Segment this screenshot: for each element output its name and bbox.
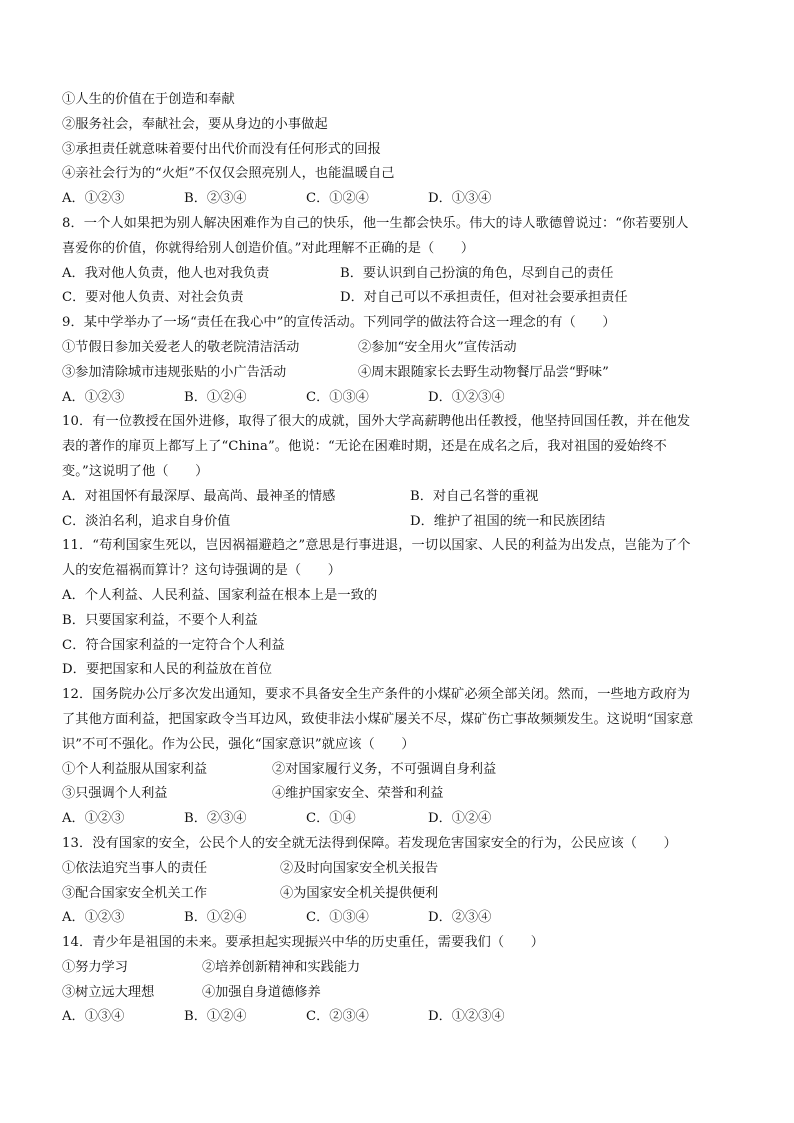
q13-items-row-2 — [62, 882, 742, 907]
q12-items-row-2 — [62, 782, 742, 807]
q10-option-c[interactable]: C．淡泊名利，追求自身价值 — [62, 513, 231, 529]
q13-options — [62, 906, 742, 931]
q8-options-row-2 — [62, 286, 742, 311]
q14-options — [62, 1005, 742, 1030]
q9-item-1: ①节假日参加关爱老人的敬老院清洁活动 — [62, 339, 300, 355]
q10-option-a[interactable]: A．对祖国怀有最深厚、最高尚、最神圣的情感 — [62, 488, 336, 504]
q12-item-3: ③只强调个人利益 — [62, 786, 168, 802]
q9-item-3: ③参加清除城市违规张贴的小广告活动 — [62, 364, 287, 380]
q10-option-d[interactable]: D．维护了祖国的统一和民族团结 — [410, 513, 606, 529]
q14-option-a[interactable]: A．①③④ — [62, 1009, 125, 1025]
q12-option-b[interactable]: B．②③④ — [184, 811, 247, 827]
q7-option-c[interactable]: C．①②④ — [306, 191, 369, 207]
q11-option-a[interactable]: A．个人利益、人民利益、国家利益在根本上是一致的 — [62, 587, 378, 603]
q11-option-c[interactable]: C．符合国家利益的一定符合个人利益 — [62, 637, 285, 653]
q10-options-row-2 — [62, 510, 742, 535]
q9-item-4: ④周末跟随家长去野生动物餐厅品尝“野味” — [358, 364, 609, 380]
q14-stem: 14．青少年是祖国的未来。要承担起实现振兴中华的历史重任，需要我们（ ） — [62, 935, 545, 951]
q9-items-row-1 — [62, 336, 742, 361]
q7-options — [62, 187, 742, 212]
q13-option-b[interactable]: B．①②④ — [184, 910, 247, 926]
q12-items-row-1 — [62, 758, 742, 783]
q8-options-row-1 — [62, 262, 742, 287]
q8-option-d[interactable]: D．对自己可以不承担责任，但对社会要承担责任 — [340, 290, 628, 306]
q12-item-2: ②对国家履行义务，不可强调自身利益 — [272, 761, 497, 777]
q11-stem-2: 人的安危福祸而算计？这句诗强调的是（ ） — [62, 563, 342, 579]
q9-options — [62, 386, 742, 411]
q10-option-b[interactable]: B．对自己名誉的重视 — [410, 488, 539, 504]
q14-items-row-1 — [62, 956, 742, 981]
q9-stem: 9．某中学举办了一场“责任在我心中”的宣传活动。下列同学的做法符合这一理念的有（ ） — [62, 315, 616, 331]
q11-option-d[interactable]: D．要把国家和人民的利益放在首位 — [62, 662, 272, 678]
q11-stem-1: 11．“苟利国家生死以，岂因祸福避趋之”意思是行事进退，一切以国家、人民的利益为出发点，岂能为了个 — [62, 538, 691, 554]
q14-item-4: ④加强自身道德修养 — [202, 984, 321, 1000]
q7-item-3: ③承担责任就意味着要付出代价而没有任何形式的回报 — [62, 141, 381, 157]
q7-item-4: ④亲社会行为的“火炬”不仅仅会照亮别人，也能温暖自己 — [62, 166, 395, 182]
q13-item-1: ①依法追究当事人的责任 — [62, 860, 208, 876]
q12-item-4: ④维护国家安全、荣誉和利益 — [272, 786, 444, 802]
q11-option-b[interactable]: B．只要国家利益，不要个人利益 — [62, 612, 258, 628]
q7-item-1: ①人生的价值在于创造和奉献 — [62, 92, 235, 107]
q10-options-row-1 — [62, 485, 742, 510]
q8-option-a[interactable]: A．我对他人负责，他人也对我负责 — [62, 265, 270, 281]
q10-stem-1: 10．有一位教授在国外进修，取得了很大的成就，国外大学高薪聘他出任教授，他坚持回国任教，并在他发 — [62, 414, 691, 430]
q13-stem: 13．没有国家的安全，公民个人的安全就无法得到保障。若发现危害国家安全的行为，公民应该（ ） — [62, 835, 677, 851]
q14-option-c[interactable]: C．②③④ — [306, 1009, 369, 1025]
q8-option-c[interactable]: C．要对他人负责、对社会负责 — [62, 290, 244, 306]
q13-items-row-1 — [62, 857, 742, 882]
q8-stem-2: 喜爱你的价值，你就得给别人创造价值。”对此理解不正确的是（ ） — [62, 240, 475, 256]
q14-item-1: ①努力学习 — [62, 959, 128, 975]
q12-options — [62, 807, 742, 832]
q12-item-1: ①个人利益服从国家利益 — [62, 761, 208, 777]
q9-option-c[interactable]: C．①③④ — [306, 389, 369, 405]
q13-item-2: ②及时向国家安全机关报告 — [280, 860, 439, 876]
q14-item-2: ②培养创新精神和实践能力 — [202, 959, 361, 975]
q12-stem-1: 12．国务院办公厅多次发出通知，要求不具备安全生产条件的小煤矿必须全部关闭。然而，一些地方政府为 — [62, 687, 691, 703]
q9-item-2: ②参加“安全用火”宣传活动 — [358, 339, 517, 355]
q12-option-a[interactable]: A．①②③ — [62, 811, 125, 827]
q9-option-b[interactable]: B．①②④ — [184, 389, 247, 405]
q7-option-a[interactable]: A．①②③ — [62, 191, 125, 207]
q8-stem-1: 8．一个人如果把为别人解决困难作为自己的快乐，他一生都会快乐。伟大的诗人歌德曾说过：“你若要别人 — [62, 215, 689, 231]
q7-option-b[interactable]: B．②③④ — [184, 191, 247, 207]
q7-option-d[interactable]: D．①③④ — [428, 191, 492, 207]
q7-item-2: ②服务社会，奉献社会，要从身边的小事做起 — [62, 116, 328, 132]
q12-option-d[interactable]: D．①②④ — [428, 811, 492, 827]
q10-stem-2: 表的著作的扉页上都写上了“China”。他说：“无论在困难时期，还是在成名之后，我对祖国的爱始终不 — [62, 439, 667, 455]
q14-option-b[interactable]: B．①②④ — [184, 1009, 247, 1025]
q13-item-4: ④为国家安全机关提供便利 — [280, 885, 439, 901]
q14-items-row-2 — [62, 981, 742, 1006]
q12-option-c[interactable]: C．①④ — [306, 811, 356, 827]
q13-item-3: ③配合国家安全机关工作 — [62, 885, 208, 901]
exam-page — [62, 88, 742, 1030]
q13-option-a[interactable]: A．①②③ — [62, 910, 125, 926]
q14-option-d[interactable]: D．①②③④ — [428, 1009, 505, 1025]
q9-option-a[interactable]: A．①②③ — [62, 389, 125, 405]
q10-stem-3: 变。”这说明了他（ ） — [62, 463, 209, 479]
q9-option-d[interactable]: D．①②③④ — [428, 389, 505, 405]
q8-option-b[interactable]: B．要认识到自己扮演的角色，尽到自己的责任 — [340, 265, 614, 281]
q14-item-3: ③树立远大理想 — [62, 984, 155, 1000]
q13-option-c[interactable]: C．①③④ — [306, 910, 369, 926]
q12-stem-2: 了其他方面利益，把国家政令当耳边风，致使非法小煤矿屡关不尽，煤矿伤亡事故频频发生。这说明“国家意 — [62, 711, 694, 727]
q9-items-row-2 — [62, 361, 742, 386]
q12-stem-3: 识”不可不强化。作为公民，强化“国家意识”就应该（ ） — [62, 736, 415, 752]
q13-option-d[interactable]: D．②③④ — [428, 910, 492, 926]
